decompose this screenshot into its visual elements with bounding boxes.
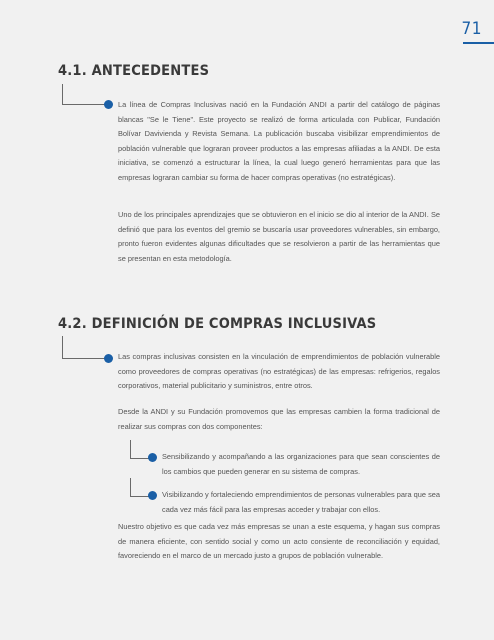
section-heading-definicion: 4.2. DEFINICIÓN DE COMPRAS INCLUSIVAS xyxy=(58,316,377,332)
bullet-dot-icon xyxy=(104,354,113,363)
paragraph: Uno de los principales aprendizajes que se obtuvieron en el inicio se dio al interior de la ANDI. Se definió que para los eventos del gremio se buscaría usar proveedores vulnerables, sin embargo, pronto fueron evidentes algunas dificultades que se resolvieron a partir de las herramientas que se presentan en esta metodología. xyxy=(118,210,440,263)
paragraph: Las compras inclusivas consisten en la vinculación de emprendimientos de población vulnerable como proveedores de compras operativas (no estratégicas) de las empresas: refrigerios, regalos corporativos, material publicitario y suministros, entre otros. xyxy=(118,352,440,391)
paragraph: Nuestro objetivo es que cada vez más empresas se unan a este esquema, y hagan sus compras de manera eficiente, con sentido social y como un acto consiente de reconciliación y equidad, favoreciendo en el marco de un mercado justo a grupos de población vulnerable. xyxy=(118,522,440,561)
bullet-dot-icon xyxy=(148,491,157,500)
section-heading-antecedentes: 4.1. ANTECEDENTES xyxy=(58,63,210,79)
bullet-dot-icon xyxy=(148,453,157,462)
page-number: 71 xyxy=(461,19,482,39)
list-item: Visibilizando y fortaleciendo emprendimientos de personas vulnerables para que sea cada vez más fácil para las empresas acceder y trabajar con ellos. xyxy=(162,490,440,514)
connector-line xyxy=(62,84,109,105)
paragraph: Desde la ANDI y su Fundación promovemos que las empresas cambien la forma tradicional de realizar sus compras con dos componentes: xyxy=(118,407,440,431)
bullet-dot-icon xyxy=(104,100,113,109)
paragraph: La línea de Compras Inclusivas nació en la Fundación ANDI a partir del catálogo de páginas blancas "Se le Tiene". Este proyecto se realizó de forma articulada con Publicar, Fundación Bolívar Davivienda y Revista Semana. La publicación buscaba visibilizar emprendimientos de población vulnerable que lograran proveer productos a las empresas afiliadas a la ANDI. De esta iniciativa, se comenzó a estructurar la línea, la cual luego generó herramientas para que las empresas lograran cambiar su forma de hacer compras operativas (no estratégicas). xyxy=(118,100,440,182)
connector-line xyxy=(62,336,109,359)
list-item: Sensibilizando y acompañando a las organizaciones para que sean conscientes de los cambios que pueden generar en su sistema de compras. xyxy=(162,452,440,476)
page-number-rule xyxy=(463,42,494,44)
